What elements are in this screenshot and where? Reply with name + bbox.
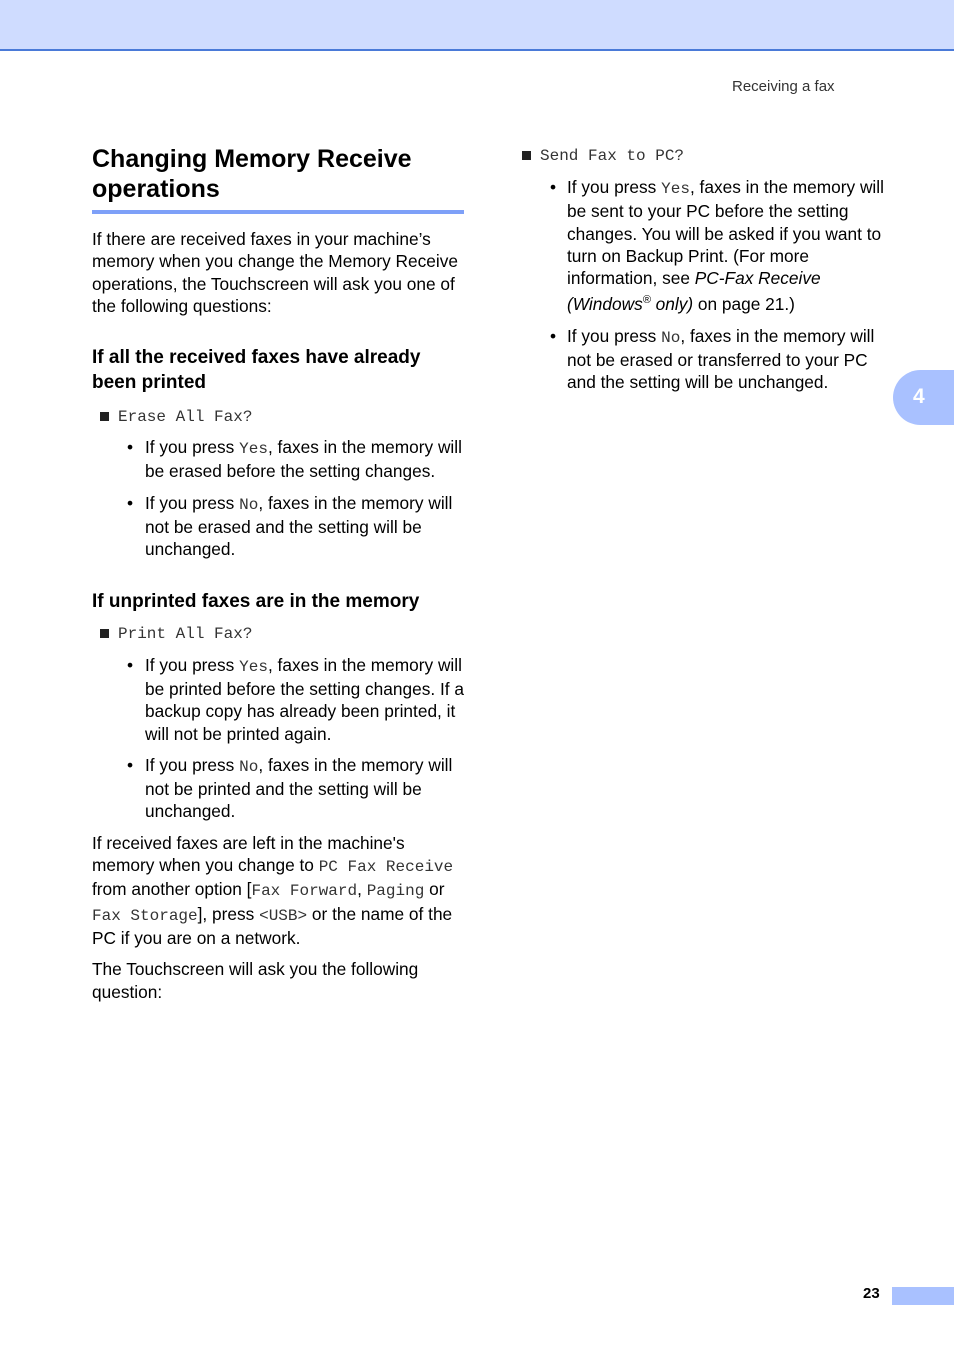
- intro-paragraph: If there are received faxes in your machine’s memory when you change the Memory Receive operations, the Touchscreen will ask you one of the following questions:: [92, 229, 458, 316]
- bullet-icon: •: [550, 325, 557, 346]
- option-erase-all-fax: Erase All Fax?: [92, 406, 464, 428]
- pc-fax-receive-paragraph: If received faxes are left in the machine's memory when you change to PC Fax Receive from another option [Fax Forward, Paging or Fax Storage], press <USB> or the name of the PC if you are on a network.: [92, 832, 454, 948]
- bullet-icon: •: [127, 437, 134, 458]
- bullet-send-yes: • If you press Yes, faxes in the memory will be sent to your PC before the setting changes. You will be asked if you want to turn on Backup Print. (For more information, see PC-Fax Receive (Windows® only) on page 21.): [550, 177, 884, 315]
- option-send-fax-to-pc: Send Fax to PC?: [520, 145, 885, 167]
- bullet-icon: •: [127, 492, 134, 513]
- subheading-already-printed: If all the received faxes have already been printed: [92, 347, 421, 394]
- left-column: [92, 144, 464, 1003]
- bullet-icon: •: [550, 177, 557, 197]
- bullet-icon: •: [127, 754, 134, 775]
- chapter-tab: 4: [893, 370, 954, 425]
- touchscreen-question-paragraph: The Touchscreen will ask you the following question:: [92, 959, 419, 1002]
- running-header: Receiving a fax: [732, 78, 835, 95]
- bullet-print-yes: • If you press Yes, faxes in the memory will be printed before the setting changes. If a backup copy has already been printed, it will not be printed again.: [127, 654, 464, 744]
- bullet-icon: •: [127, 654, 134, 675]
- option-print-all-fax: Print All Fax?: [92, 623, 464, 645]
- bullet-print-no: • If you press No, faxes in the memory will not be printed and the setting will be unchanged.: [127, 754, 453, 822]
- bullet-erase-no: • If you press No, faxes in the memory will not be erased and the setting will be unchanged.: [127, 492, 453, 560]
- right-column: [520, 144, 885, 393]
- top-banner: [0, 0, 954, 51]
- page-number-bar: [892, 1287, 954, 1305]
- bullet-send-no: • If you press No, faxes in the memory will not be erased or transferred to your PC and the setting will be unchanged.: [550, 325, 875, 393]
- square-bullet-icon: [100, 412, 109, 421]
- page-number: 23: [863, 1285, 880, 1302]
- subheading-unprinted: If unprinted faxes are in the memory: [92, 590, 420, 612]
- square-bullet-icon: [100, 629, 109, 638]
- section-title: Changing Memory Receive operations: [92, 144, 464, 214]
- bullet-erase-yes: • If you press Yes, faxes in the memory will be erased before the setting changes.: [127, 437, 462, 482]
- square-bullet-icon: [522, 151, 531, 160]
- cross-reference-link[interactable]: PC-Fax Receive (Windows® only): [567, 268, 821, 315]
